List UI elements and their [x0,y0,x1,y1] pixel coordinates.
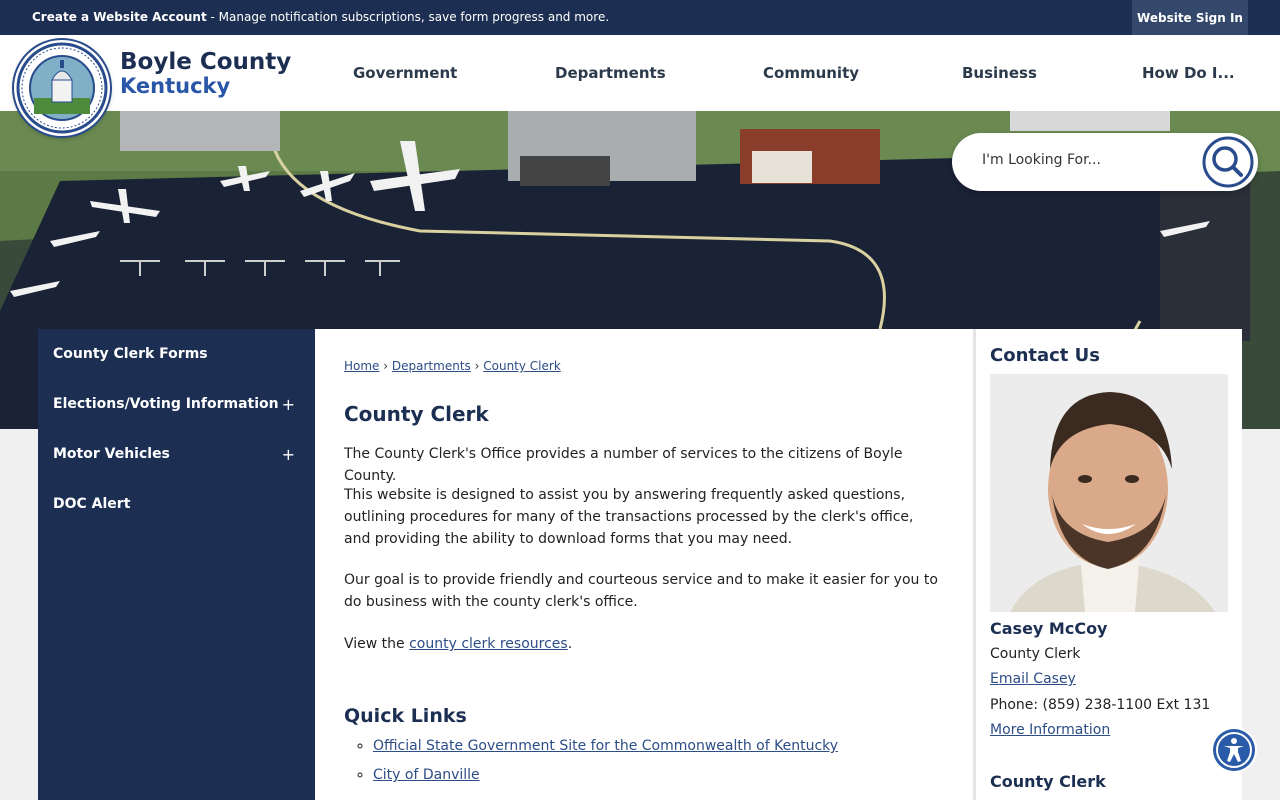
search-input[interactable] [980,151,1184,169]
resources-paragraph [344,633,944,655]
create-account-link[interactable]: Create a Website Account [32,10,207,24]
sidebar-item-label: Elections/Voting Information [53,396,279,412]
sidebar-item-elections-voting[interactable] [53,396,303,412]
page-title: County Clerk [344,402,489,426]
website-purpose-paragraph: This website is designed to assist you by answering frequently asked questions, outlining procedures for many of the transactions processed by the clerk's office, and providing the ability to download forms that you may need. [344,487,914,547]
nav-government[interactable]: Government [353,64,458,82]
contact-us-panel [973,329,1242,800]
site-logo-text[interactable] [120,50,291,97]
sidebar-item-doc-alert[interactable] [53,496,303,512]
contact-name: Casey McCoy [990,619,1108,638]
sign-in-button[interactable]: Website Sign In [1132,0,1248,35]
contact-us-title: Contact Us [990,345,1101,366]
accessibility-button[interactable] [1213,729,1255,771]
quick-links-title: Quick Links [344,705,467,727]
quick-links-list [344,735,838,793]
sidebar-item-motor-vehicles[interactable] [53,446,303,462]
breadcrumb-departments[interactable]: Departments [391,359,471,373]
county-seal-logo[interactable] [14,40,110,136]
breadcrumb [344,359,561,373]
accessibility-icon [1213,729,1255,771]
nav-how-do-i[interactable]: How Do I... [1142,64,1235,82]
goal-paragraph: Our goal is to provide friendly and courteous service and to make it easier for you to do business with the county clerk's office. [344,572,938,610]
quick-link-city-of-danville[interactable]: City of Danville [373,767,480,783]
county-clerk-section-title: County Clerk [990,772,1106,791]
sidebar-item-label: Motor Vehicles [53,446,170,462]
county-clerk-resources-link[interactable]: county clerk resources [409,636,568,652]
expand-icon[interactable]: + [281,395,295,414]
search-button[interactable] [1202,136,1254,188]
account-description: - Manage notification subscriptions, save form progress and more. [206,10,610,24]
logo-county-name: Boyle County [120,49,292,75]
list-item [373,764,838,793]
logo-state-name: Kentucky [120,74,231,98]
site-search [952,133,1258,191]
search-icon [1202,136,1254,188]
resources-prefix: View the [344,636,410,652]
expand-icon[interactable]: + [281,445,295,464]
sidebar-item-county-clerk-forms[interactable] [53,346,303,362]
nav-community[interactable]: Community [763,64,860,82]
breadcrumb-home[interactable]: Home [344,359,380,373]
account-message [32,10,609,24]
more-information-link[interactable]: More Information [990,722,1111,738]
sidebar-item-label: DOC Alert [53,496,131,512]
sidebar-item-label: County Clerk Forms [53,346,208,362]
nav-departments[interactable]: Departments [555,64,666,82]
breadcrumb-separator: › [474,359,480,373]
intro-paragraph: The County Clerk's Office provides a number of services to the citizens of Boyle County. [344,446,903,484]
top-bar [0,0,1280,35]
resources-suffix: . [567,636,573,652]
email-contact-link[interactable]: Email Casey [990,671,1076,687]
seal-graphic [14,40,110,136]
quick-link-kentucky-state[interactable]: Official State Government Site for the Commonwealth of Kentucky [373,738,839,754]
main-content [315,329,973,800]
department-sidebar [38,329,315,800]
breadcrumb-county-clerk[interactable]: County Clerk [483,359,561,373]
list-item [373,735,838,764]
contact-role: County Clerk [990,646,1081,662]
nav-business[interactable]: Business [962,64,1037,82]
person-portrait-graphic [990,374,1228,612]
breadcrumb-separator: › [383,359,389,373]
contact-phone: Phone: (859) 238-1100 Ext 131 [990,697,1211,713]
clerk-photo [990,374,1228,612]
